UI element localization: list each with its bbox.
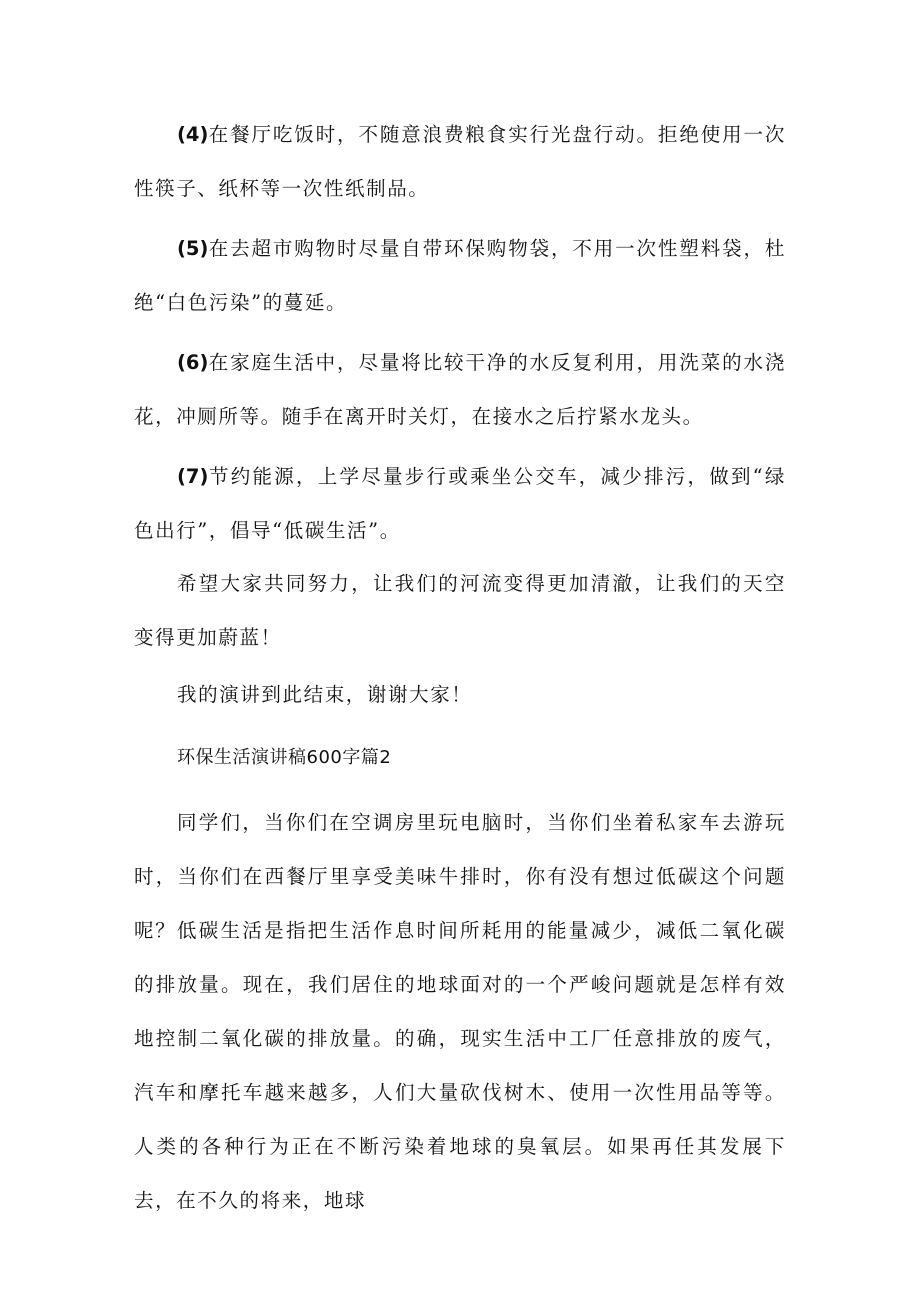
list-number: (4)	[177, 123, 209, 146]
section-title: 环保生活演讲稿600字篇2	[177, 747, 392, 768]
list-item-7	[134, 450, 786, 558]
closing-remark: 我的演讲到此结束，谢谢大家！	[177, 683, 473, 706]
list-number: (7)	[177, 465, 209, 488]
list-item-5	[134, 222, 786, 330]
list-item-text: 在家庭生活中，尽量将比较干净的水反复利用，用洗菜的水浇花，冲厕所等。随手在离开时关灯，在接水之后拧紧水龙头。	[134, 351, 786, 428]
body-paragraph-2: 低碳生活是指把生活作息时间所耗用的能量减少，减低二氧化碳的排放量。现在，我们居住的地球面对的一个严峻问题就是怎样有效地控制二氧化碳的排放量。的确，现实生活中工厂任意排放的废气，汽车和摩托车越来越多，人们大量砍伐树木、使用一次性用品等等。人类的各种行为正在不断污染着地球的臭氧层。如果再任其发展下去，在不久的将来，地球	[134, 919, 786, 1212]
list-item-text: 节约能源，上学尽量步行或乘坐公交车，减少排污，做到“绿色出行”，倡导“低碳生活”。	[134, 465, 786, 542]
list-number: (6)	[177, 351, 209, 374]
body-paragraph-1: 同学们，当你们在空调房里玩电脑时，当你们坐着私家车去游玩时，当你们在西餐厅里享受美味牛排时，你有没有想过低碳这个问题呢？	[134, 811, 786, 942]
list-item-text: 在去超市购物时尽量自带环保购物袋，不用一次性塑料袋，杜绝“白色污染”的蔓延。	[134, 237, 786, 314]
list-item-6	[134, 336, 786, 444]
list-item-4	[134, 108, 786, 216]
closing-paragraph: 希望大家共同努力，让我们的河流变得更加清澈，让我们的天空变得更加蔚蓝！	[134, 572, 786, 649]
list-item-text: 在餐厅吃饭时，不随意浪费粮食实行光盘行动。拒绝使用一次性筷子、纸杯等一次性纸制品。	[134, 123, 786, 200]
list-number: (5)	[177, 237, 209, 260]
